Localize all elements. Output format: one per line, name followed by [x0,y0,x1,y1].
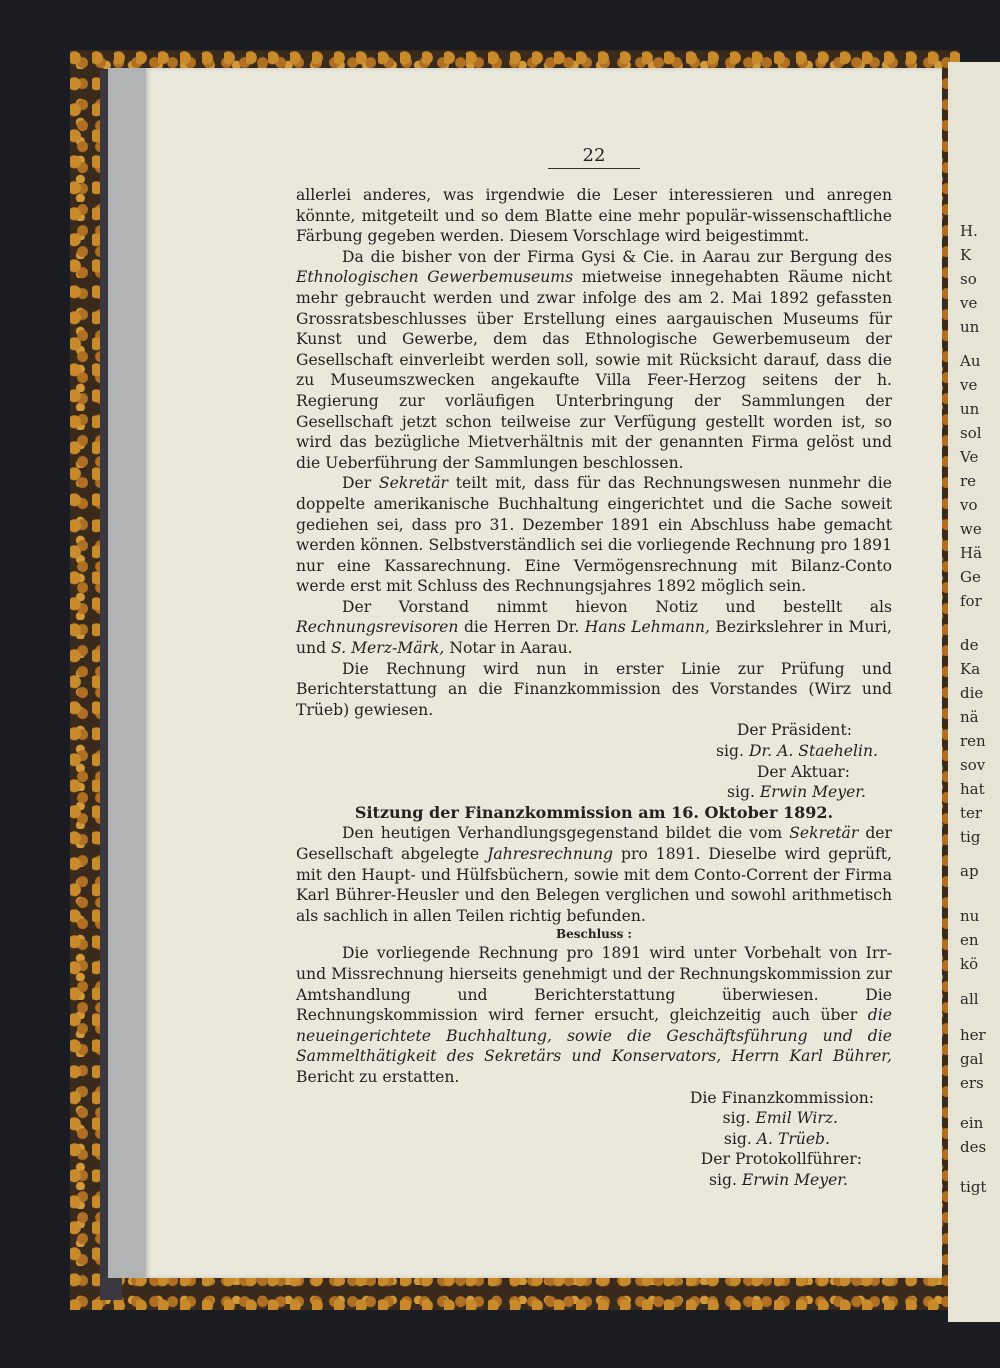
signature-line [296,1170,874,1191]
italic-run: Jahresrechnung [487,845,614,863]
sig-prefix: sig. [723,1129,752,1148]
fragment: Au [960,352,981,370]
fragment: Ve [960,448,979,466]
signature-block-board [296,720,878,802]
paragraph [296,823,892,926]
italic-run: Sekretär [789,824,859,843]
signature-line [296,1108,874,1129]
fragment: tigt [960,1178,987,1196]
sig-prefix: sig. [722,1109,751,1128]
paragraph [296,597,892,659]
page-body [296,185,892,1191]
adjacent-page-edge [948,62,1000,1322]
fragment: Ge [960,568,981,586]
fragment: tig [960,828,981,846]
fragment: hat [960,780,985,798]
italic-run: die neueingerichtete Buchhaltung, sowie die Geschäftsführung und die Sammelthätigkeit des Sekretärs und Konservators, Herrn Karl Bührer, [296,1006,892,1066]
fragment: vo [960,496,978,514]
fragment: for [960,592,982,610]
fragment: ap [960,862,979,880]
fragment: sol [960,424,982,442]
section-heading: Sitzung der Finanzkommission am 16. Oktober 1892. [354,802,834,822]
signature-line [296,1129,874,1150]
resolution-heading: Beschluss : [556,927,632,942]
fragment: H. [960,222,978,240]
signature-title: Der Aktuar: [756,762,850,781]
text-run: Bericht zu erstatten. [296,1067,460,1086]
fragment: des [960,1138,987,1156]
paragraph [296,247,892,474]
paragraph: Die Rechnung wird nun in erster Linie zur Prüfung und Berichterstattung an die Finanzkommission des Vorstandes (Wirz und Trüeb) gewiesen. [296,659,892,719]
text-run: die Herren Dr. [463,618,580,637]
paragraph: allerlei anderes, was irgendwie die Leser interessieren und anregen könnte, mitgeteilt und so dem Blatte eine mehr populär-wissenschaftliche Färbung gegeben werden. Diesem Vorschlage wird beigestimmt. [296,186,892,246]
signature-name: Erwin Meyer. [741,1170,848,1189]
italic-run: Ethnologischen Gewerbemuseums [296,268,574,287]
fragment: so [960,270,977,288]
sig-prefix: sig. [708,1170,737,1189]
text-run: mietweise innegehabten Räume nicht mehr gebraucht werden und zwar infolge des am 2. Mai 1892 gefassten Grossratsbeschlusses über Erstellung eines aargauischen Museums für Kunst und Gewerbe, dem das Ethnologische Gewerbemuseum der Gesellschaft einverleibt werden soll, sowie mit Rücksicht darauf, dass die zu Museumszwecken angekaufte Villa Feer-Herzog seitens der h. Regierung zur vorläufigen Unterbringung der Sammlungen der Gesellschaft jetzt schon teilweise zur Verfügung gestellt worden ist, so wird das bezügliche Mietverhältnis mit der genannten Firma gelöst und die Ueberführung der Sammlungen beschlossen. [296,268,892,472]
signature-title: Die Finanzkommission: [689,1088,874,1107]
italic-run: Hans Lehmann, [584,618,710,637]
text-run: teilt mit, dass für das Rechnungswesen nunmehr die doppelte amerikanische Buchhaltung eingerichtet und die Sache soweit gediehen sei, dass pro 31. Dezember 1891 ein Abschluss habe gemacht werden können. Selbstverständlich sei die vorliegende Rechnung pro 1891 nur eine Kassarechnung. Eine Vermögensrechnung mit Bilanz-Conto werde erst mit Schluss des Rechnungsjahres 1892 möglich sein. [296,474,892,596]
sig-prefix: sig. [726,783,755,802]
fragment: Ka [960,660,981,678]
fragment: nä [960,708,979,726]
fragment: all [960,990,979,1008]
italic-run: Sekretär [378,474,448,493]
signature-name: Emil Wirz. [755,1109,838,1128]
signature-name: Erwin Meyer. [759,783,866,802]
fragment: gal [960,1050,984,1068]
text-run: Der [342,474,372,493]
signature-title: Der Protokollführer: [700,1150,862,1169]
fragment: ein [960,1114,984,1132]
fragment: sov [960,756,986,774]
page-number: 22 [548,145,640,169]
text-run: Notar in Aarau. [449,639,573,658]
fragment: ve [960,376,978,394]
fragment: die [960,684,984,702]
fragment: Hä [960,544,983,562]
fragment: ren [960,732,986,750]
fragment: her [960,1026,986,1044]
fragment: en [960,931,979,949]
text-run: der Gesellschaft abgelegte [296,824,892,863]
text-run: pro 1891. Dieselbe wird geprüft, mit den Haupt- und Hülfsbüchern, sowie mit dem Conto-Corrent der Firma Karl Bührer-Heusler und den Belegen verglichen und sowohl arithmetisch als sachlich in allen Teilen richtig befunden. [296,845,892,925]
fragment: K [960,246,972,264]
paragraph [296,943,892,1087]
fragment: un [960,400,980,418]
signature-line [296,782,878,803]
fragment: un [960,318,980,336]
signature-block-commission [296,1088,874,1191]
sig-prefix: sig. [716,742,744,761]
fragment: ve [960,294,978,312]
signature-name: Dr. A. Staehelin. [748,742,878,761]
paragraph [296,473,892,597]
italic-run: S. Merz-Märk, [331,639,445,658]
fragment: ter [960,804,983,822]
signature-line [296,741,878,762]
fragment: de [960,636,979,654]
text-run: Bezirkslehrer in Muri, und [296,618,892,658]
fragment: re [960,472,977,490]
italic-run: Rechnungsrevisoren [296,618,459,637]
fragment: kö [960,955,979,973]
text-run: Die vorliegende Rechnung pro 1891 wird unter Vorbehalt von Irr- und Missrechnung hierseits genehmigt und der Rechnungskommission zur Amtshandlung und Berichterstattung überwiesen. Die Rechnungskommission wird ferner ersucht, gleichzeitig auch über [296,944,892,1025]
text-run: Da die bisher von der Firma Gysi & Cie. in Aarau zur Bergung des [342,247,892,266]
fragment: ers [960,1074,984,1092]
signature-title: Der Präsident: [736,721,852,740]
fragment: we [960,520,982,538]
signature-name: A. Trüeb. [756,1129,830,1148]
text-run: Der Vorstand nimmt hievon Notiz und bestellt als [342,597,892,616]
text-run: Den heutigen Verhandlungsgegenstand bildet die vom [342,824,783,843]
fragment: nu [960,907,980,925]
